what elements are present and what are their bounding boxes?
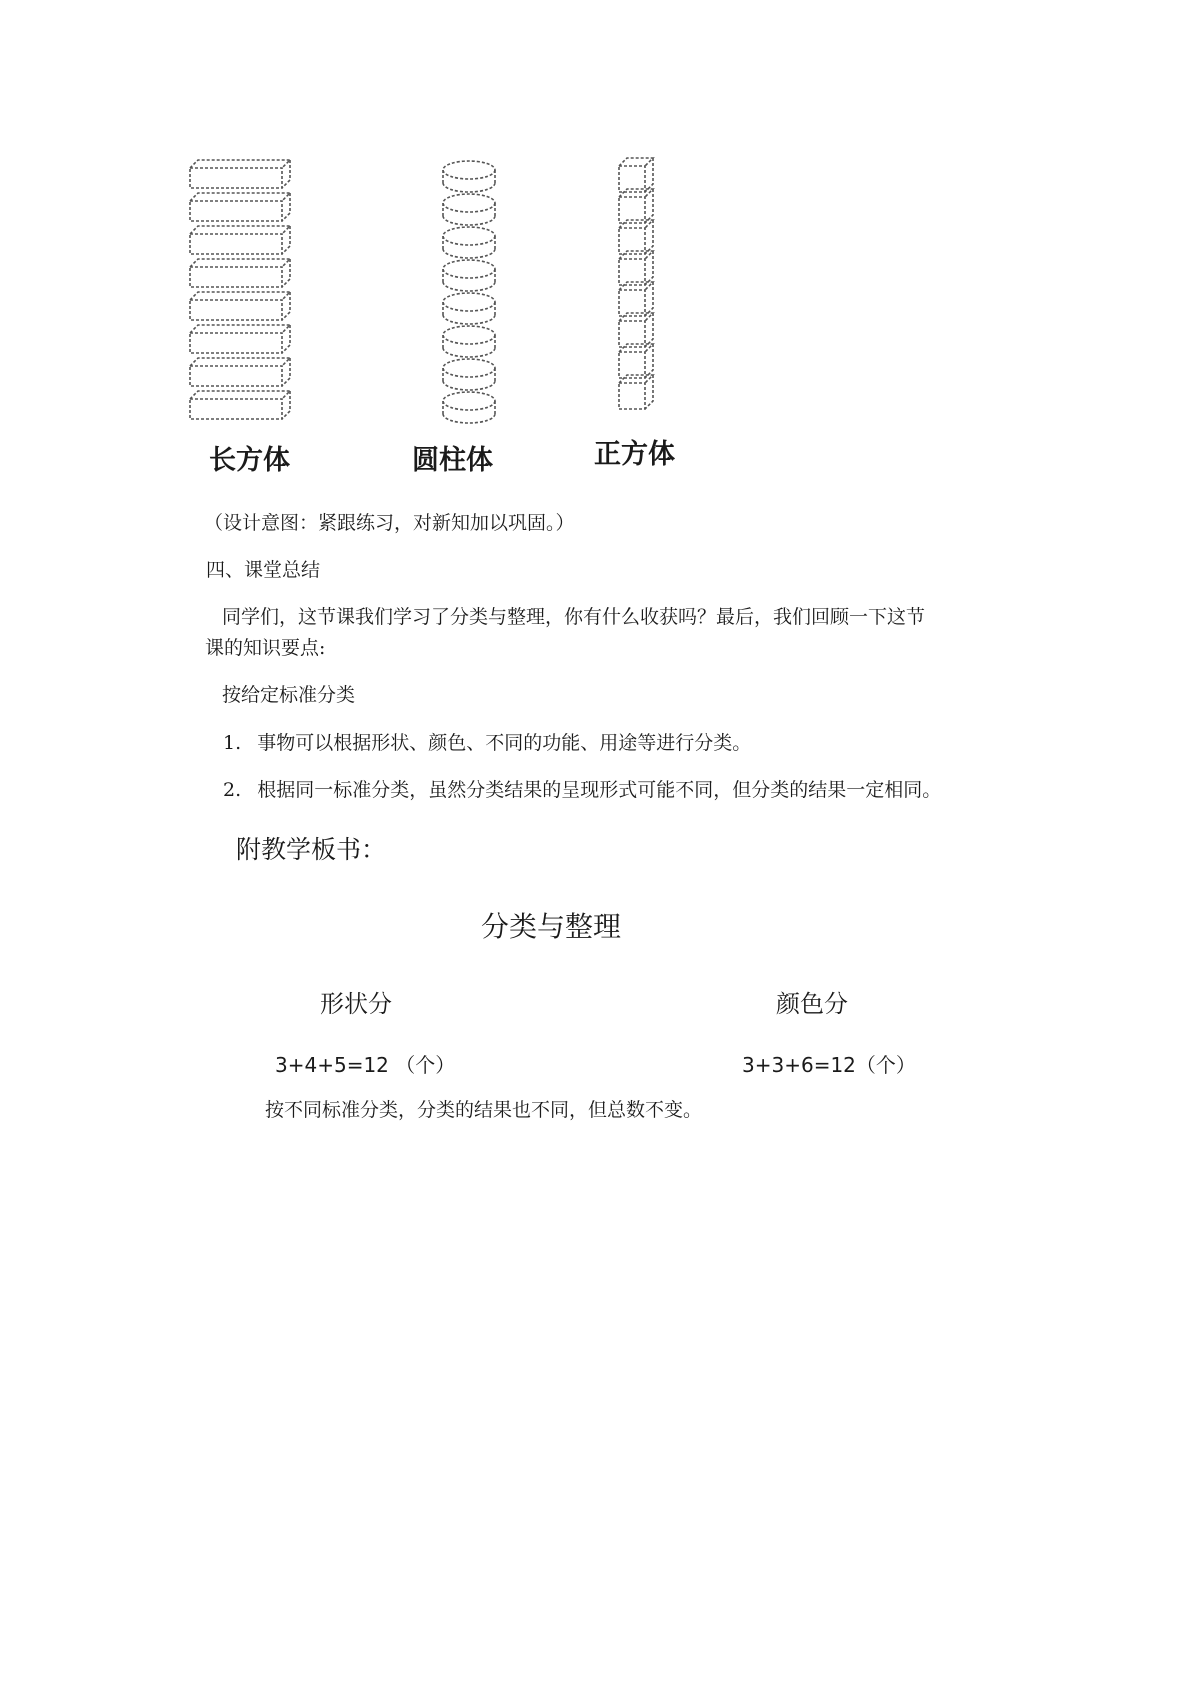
cube-icon <box>619 158 653 192</box>
summary-line-1: 同学们，这节课我们学习了分类与整理，你有什么收获吗？最后，我们回顾一下这节 <box>222 606 926 628</box>
cube-icon <box>619 220 653 254</box>
cylinder-icon <box>443 326 495 357</box>
cylinder-icon <box>443 293 495 324</box>
board-conclusion: 按不同标准分类，分类的结果也不同，但总数不变。 <box>265 1099 703 1121</box>
cube-icon <box>619 344 653 378</box>
point-2-number: 2. <box>223 779 242 801</box>
point-2 <box>223 775 941 802</box>
point-1-text: 事物可以根据形状、颜色、不同的功能、用途等进行分类。 <box>257 732 752 754</box>
cuboid-icon <box>190 325 290 353</box>
cuboid-icon <box>190 358 290 386</box>
label-cube: 正方体 <box>594 439 675 470</box>
summary-line-2: 课的知识要点: <box>205 637 326 659</box>
board-right-label: 颜色分 <box>776 990 848 1018</box>
cube-icon <box>619 375 653 409</box>
point-1 <box>223 728 751 755</box>
point-1-number: 1. <box>223 732 242 754</box>
cube-icon <box>619 189 653 223</box>
cuboid-icon <box>190 160 290 188</box>
board-left-equation: 3+4+5=12 （个） <box>275 1053 456 1077</box>
board-left-label: 形状分 <box>320 990 392 1018</box>
board-heading: 附教学板书： <box>236 835 387 864</box>
cube-icon <box>619 313 653 347</box>
cube-icon <box>619 251 653 285</box>
cylinder-icon <box>443 194 495 225</box>
cuboid-icon <box>190 391 290 419</box>
cuboid-stack <box>190 160 290 419</box>
section-heading: 四、课堂总结 <box>206 559 321 581</box>
cylinder-icon <box>443 260 495 291</box>
shape-stacks-figure <box>0 0 1191 480</box>
cuboid-icon <box>190 259 290 287</box>
label-cylinder: 圆柱体 <box>412 445 493 476</box>
cuboid-icon <box>190 226 290 254</box>
cube-stack <box>619 158 653 409</box>
cuboid-icon <box>190 193 290 221</box>
point-2-text: 根据同一标准分类，虽然分类结果的呈现形式可能不同，但分类的结果一定相同。 <box>257 779 942 801</box>
cylinder-stack <box>443 161 495 423</box>
cylinder-icon <box>443 227 495 258</box>
cube-icon <box>619 282 653 316</box>
cylinder-icon <box>443 161 495 192</box>
cylinder-icon <box>443 359 495 390</box>
cylinder-icon <box>443 392 495 423</box>
board-right-equation: 3+3+6=12（个） <box>742 1053 916 1077</box>
board-title: 分类与整理 <box>481 910 622 943</box>
design-note: （设计意图：紧跟练习，对新知加以巩固。） <box>204 512 575 534</box>
subheading: 按给定标准分类 <box>222 684 356 706</box>
cuboid-icon <box>190 292 290 320</box>
label-cuboid: 长方体 <box>209 445 290 476</box>
